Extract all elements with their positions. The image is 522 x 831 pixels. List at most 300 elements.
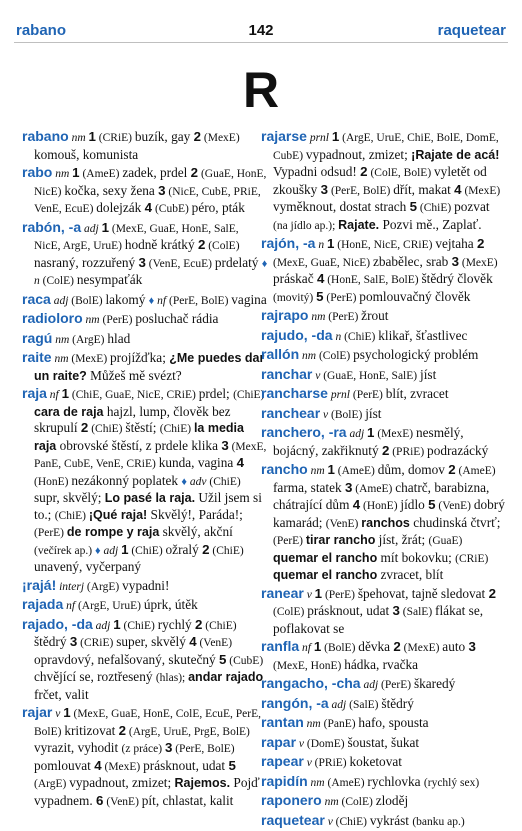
definition-text: dobrý kamarád; — [273, 497, 505, 530]
dictionary-entry — [261, 461, 507, 584]
dictionary-entry — [261, 346, 507, 365]
headword: rapear — [261, 753, 304, 769]
subentry-diamond-icon: ♦ — [148, 294, 155, 307]
sense-number: 2 — [118, 722, 127, 738]
sense-number: 2 — [193, 129, 202, 144]
definition-text: lakomý — [105, 291, 149, 307]
headword: rabón, -a — [22, 218, 82, 235]
headword: rantan — [261, 714, 304, 730]
headword: ragú — [22, 329, 53, 346]
headword: rabano — [22, 128, 69, 144]
grammar-label: nm — [321, 796, 342, 808]
definition-text: psychologický problém — [353, 347, 479, 362]
definition-text: podrazácký — [427, 442, 489, 458]
region-label: (VenE) — [196, 637, 233, 649]
right-guide-word: raquetear — [437, 22, 506, 39]
grammar-label: nm — [303, 718, 324, 730]
sense-number: 2 — [360, 164, 368, 179]
region-label: (PerE) — [322, 588, 358, 601]
grammar-label: nm — [82, 314, 103, 326]
region-label: (PerE) — [34, 527, 67, 539]
definition-text: šoustat, šukat — [347, 734, 420, 750]
region-label: (ChiE) — [88, 423, 126, 435]
sense-number: 2 — [477, 236, 485, 251]
definition-text: Užil jsem si to.; — [34, 490, 262, 522]
definition-text: Skvělý!, Paráda!; — [147, 506, 243, 522]
sense-number: 3 — [392, 603, 400, 618]
grammar-label: n — [315, 239, 327, 251]
region-label: (NicE, CubE, PRiE, VenE, EcuE) — [34, 185, 261, 215]
region-label: (CRiE) — [455, 552, 489, 565]
region-label: (VenE) — [103, 795, 142, 808]
definition-text: prásknout, udat — [307, 603, 393, 618]
grammar-label: nm — [52, 168, 73, 180]
region-label: (PerE, BolE) — [169, 294, 232, 307]
definition-text: štědrý — [34, 634, 70, 649]
region-label: (BolE) — [71, 294, 106, 307]
definition-text: auto — [442, 639, 469, 654]
definition-text: mít bokovku; — [377, 549, 456, 565]
headword: rajada — [22, 596, 64, 612]
sense-number: 1 — [367, 425, 375, 440]
region-label: (GuaE) — [428, 535, 463, 547]
headword: ranear — [261, 584, 304, 601]
region-label: (ChiE) — [344, 330, 379, 343]
sense-number: 3 — [320, 181, 329, 197]
region-label: (PerE) — [352, 389, 386, 401]
definition-text: farma, statek — [273, 479, 345, 495]
grammar-label: v — [296, 737, 307, 750]
grammar-label: adj — [81, 222, 102, 235]
region-label: (PerE) — [273, 535, 306, 547]
sense-number: 3 — [451, 253, 459, 269]
grammar-label: nf — [154, 294, 169, 307]
region-label: (ChiE) — [159, 423, 194, 435]
sense-number: 1 — [113, 616, 121, 632]
region-label: (ColE) — [273, 606, 308, 618]
dictionary-entry — [22, 349, 268, 384]
definition-text: péro, pták — [191, 200, 245, 215]
definition-text: štědrý člověk — [421, 271, 493, 286]
dictionary-entry — [261, 327, 507, 346]
region-label: (ChiE) — [209, 475, 241, 488]
definition-text: Vypadni odsud! — [273, 164, 361, 179]
dictionary-entry — [261, 235, 507, 306]
definition-text: blít, zvracet — [385, 386, 449, 401]
definition-text: žrout — [361, 308, 389, 323]
sense-number: 1 — [331, 129, 340, 144]
dictionary-entry — [22, 596, 268, 615]
definition-text: super, skvělý — [116, 634, 190, 649]
definition-text: vejtaha — [435, 236, 478, 251]
grammar-label: adj — [92, 619, 114, 632]
dictionary-entry — [261, 812, 507, 831]
definition-text: vyletět od zkoušky — [273, 164, 487, 197]
definition-text: supr, skvělý; — [34, 490, 105, 505]
headword: rajar — [22, 704, 53, 720]
definition-text: hodně krátký — [124, 237, 198, 252]
grammar-label: adj — [328, 698, 350, 711]
definition-text: opravdový, nefalšovaný, skutečný — [34, 651, 220, 667]
headword: radioloro — [22, 310, 83, 326]
definition-text: zloděj — [375, 793, 409, 808]
headword: ranchar — [261, 365, 313, 382]
grammar-label: v — [52, 708, 64, 720]
headword: rapar — [261, 733, 297, 750]
region-label: (ChiE) — [202, 619, 237, 632]
region-label: (rychlý sex) — [423, 776, 480, 789]
section-letter: R — [242, 62, 280, 118]
headword: rabo — [22, 164, 53, 180]
region-label: (večírek ap.) — [34, 544, 95, 557]
region-label: (ColE, BolE) — [367, 167, 435, 179]
definition-text: zbabělec, srab — [372, 253, 452, 269]
sense-number: 4 — [454, 181, 462, 197]
definition-text: práskač — [273, 271, 317, 286]
definition-text: posluchač rádia — [135, 311, 219, 326]
grammar-label: v — [312, 369, 324, 382]
region-label: (VenE) — [435, 500, 474, 512]
example-phrase: quemar el rancho — [273, 568, 378, 582]
region-label: (z práce) — [121, 743, 165, 755]
example-phrase: Rajemos. — [174, 776, 231, 790]
definition-text: kunda, vagina — [158, 455, 237, 470]
sense-number: 2 — [195, 616, 203, 632]
definition-text: skvělý, akční — [159, 524, 233, 539]
headword: rajrapo — [261, 307, 309, 323]
region-label: (BolE) — [331, 408, 366, 421]
example-phrase: quemar el rancho — [273, 550, 378, 565]
grammar-label: nf — [46, 389, 62, 401]
dictionary-entry — [261, 128, 507, 234]
sense-number: 2 — [190, 165, 199, 180]
region-label: (MexE, HonE) — [273, 659, 345, 672]
region-label: (ArgE) — [34, 778, 70, 790]
definition-text: chatrč, barabizna, chátrající dům — [273, 479, 490, 512]
region-label: (hlas); — [155, 672, 189, 684]
region-label: (MexE) — [101, 760, 144, 773]
sense-number: 1 — [314, 585, 323, 601]
example-phrase: Lo pasé la raja. — [104, 491, 196, 505]
region-label: (MexE) — [201, 132, 240, 144]
sense-number: 5 — [219, 651, 227, 667]
definition-text: štěstí; — [125, 420, 160, 435]
grammar-label: nf — [299, 642, 314, 654]
region-label: (AmeE) — [334, 465, 378, 477]
headword: rajón, -a — [261, 235, 316, 251]
definition-text: vypadnout, zmizet; — [69, 775, 175, 790]
grammar-label: adj — [100, 544, 122, 557]
column-right — [261, 128, 507, 831]
headword: raja — [22, 385, 47, 401]
sense-number: 2 — [393, 639, 401, 654]
grammar-label: v — [303, 757, 315, 769]
grammar-label: v — [324, 815, 336, 828]
headword: ¡rajá! — [22, 576, 57, 593]
definition-text: prdel; — [198, 386, 234, 401]
definition-text: jíst — [420, 366, 437, 382]
grammar-label: prnl — [306, 132, 332, 144]
example-phrase: ¿Me puedes dar un raite? — [34, 351, 265, 383]
definition-text: špehovat, tajně sledovat — [357, 585, 489, 601]
region-label: (MexE) — [459, 256, 498, 269]
sense-number: 4 — [236, 455, 245, 470]
left-guide-word: rabano — [16, 22, 67, 39]
region-label: (ColE) — [42, 275, 77, 287]
grammar-label: nm — [52, 333, 73, 346]
grammar-label: prnl — [327, 389, 353, 401]
example-phrase: de rompe y raja — [66, 525, 160, 539]
example-phrase: la media raja — [34, 421, 244, 453]
definition-text: chudinská čtvrť; — [409, 514, 501, 530]
definition-text: pozvat — [454, 199, 490, 214]
sense-number: 2 — [80, 420, 89, 435]
dictionary-entry — [261, 405, 507, 424]
definition-text: Pozvi mě., Zaplať. — [379, 216, 482, 232]
definition-text: vagina — [231, 291, 267, 307]
sense-number: 3 — [164, 740, 173, 755]
example-phrase: andar rajado — [188, 670, 264, 684]
region-label: (ArgE, UruE, ChiE, BolE, DomE, CubE) — [273, 132, 499, 162]
headword: raite — [22, 349, 52, 365]
dictionary-entry — [22, 385, 268, 576]
dictionary-entry — [22, 219, 268, 290]
region-label: (BolE) — [321, 642, 359, 654]
headword: ranchero, -ra — [261, 424, 347, 440]
dictionary-entry — [22, 616, 268, 704]
page-number: 142 — [248, 22, 274, 39]
grammar-label: nm — [299, 350, 319, 362]
region-label: (ChiE) — [54, 509, 89, 522]
dictionary-entry — [22, 577, 268, 596]
dictionary-entry — [22, 128, 268, 163]
region-label: (SalE) — [349, 698, 382, 711]
headword: rallón — [261, 346, 300, 362]
dictionary-entry — [22, 704, 268, 810]
region-label: (ChiE) — [335, 815, 370, 828]
definition-text: projížďka; — [110, 350, 170, 365]
dictionary-entry — [261, 585, 507, 638]
sense-number: 3 — [69, 634, 78, 649]
example-phrase: ranchos — [361, 515, 410, 530]
dictionary-entry — [261, 307, 507, 326]
headword: raponero — [261, 792, 322, 808]
region-label: (ColE) — [205, 240, 240, 252]
definition-text: flákat se, poflakovat se — [273, 603, 484, 636]
region-label: (PerE, BolE) — [328, 184, 394, 197]
grammar-label: adj — [360, 679, 382, 691]
headword: rajarse — [261, 128, 307, 144]
region-label: (ChiE) — [128, 544, 166, 557]
region-label: (CubE) — [226, 654, 264, 667]
dictionary-entry — [261, 753, 507, 772]
column-left — [22, 128, 268, 811]
region-label: (PRiE) — [314, 757, 350, 769]
sense-number: 3 — [345, 479, 353, 495]
grammar-label: adv — [187, 475, 210, 488]
definition-text: koketovat — [349, 754, 402, 769]
sense-number: 5 — [316, 288, 324, 304]
headword: raquetear — [261, 811, 325, 828]
sense-number: 1 — [326, 236, 335, 251]
region-label: (ChiE, GuaE, NicE, CRiE) — [69, 389, 199, 401]
region-label: (PerE) — [381, 679, 414, 691]
definition-text: vypadni! — [122, 577, 170, 593]
region-label: (PerE) — [323, 291, 360, 304]
sense-number: 3 — [138, 254, 146, 270]
definition-text: jíst — [365, 405, 382, 421]
region-label: (MexE, PanE, CubE, VenE, CRiE) — [34, 440, 267, 470]
region-label: (CRiE) — [77, 637, 117, 649]
subentry-diamond-icon: ♦ — [181, 475, 188, 488]
subentry-diamond-icon: ♦ — [261, 257, 268, 270]
example-phrase: ¡Rajate de acá! — [411, 147, 500, 162]
definition-text: rychlý — [157, 616, 196, 632]
headword: raca — [22, 290, 51, 307]
definition-text: rychlovka — [367, 773, 424, 789]
sense-number: 2 — [448, 462, 456, 477]
definition-text: hajzl, lump, člověk bez skrupulí — [34, 403, 231, 435]
dictionary-entry — [261, 424, 507, 460]
region-label: (ChiE) — [417, 202, 455, 214]
sense-number: 5 — [228, 757, 236, 773]
sense-number: 1 — [313, 639, 322, 654]
region-label: (VenE, EcuE) — [145, 257, 215, 270]
example-phrase: Rajate. — [338, 217, 380, 232]
region-label: (CRiE) — [95, 132, 135, 144]
region-label: (HonE) — [360, 500, 401, 512]
definition-text: vykrást — [369, 812, 413, 828]
grammar-label: nm — [51, 353, 72, 365]
definition-text: hádka, rvačka — [344, 656, 419, 672]
definition-text: zvracet, blít — [377, 567, 444, 582]
dictionary-entry — [22, 310, 268, 329]
region-label: (ArgE, UruE) — [77, 600, 144, 612]
region-label: (PerE) — [102, 314, 136, 326]
sense-number: 2 — [197, 237, 206, 252]
region-label: (DomE) — [306, 737, 348, 750]
region-label: (MexE, GuaE, HonE, ColE, EcuE, PerE, BolE) — [34, 708, 261, 738]
sense-number: 1 — [121, 541, 129, 557]
sense-number: 2 — [381, 442, 390, 458]
sense-number: 1 — [63, 705, 71, 720]
region-label: (PerE) — [328, 311, 362, 323]
definition-text: kočka, sexy žena — [64, 182, 159, 198]
region-label: (ColE) — [318, 350, 354, 362]
grammar-label: adj — [346, 428, 368, 440]
example-phrase: tirar rancho — [305, 533, 376, 547]
sense-number: 3 — [221, 437, 229, 453]
region-label: (AmeE) — [352, 482, 396, 495]
region-label: (ArgE) — [72, 333, 108, 346]
headword: rajado, -da — [22, 615, 93, 632]
region-label: (PerE, BolE) — [172, 743, 235, 755]
definition-text: hafo, spousta — [358, 715, 429, 730]
grammar-label: nf — [63, 600, 78, 612]
definition-text: dům, domov — [377, 462, 449, 477]
definition-text: škaredý — [413, 676, 456, 691]
grammar-label: nm — [307, 776, 328, 789]
sense-number: 4 — [144, 200, 153, 215]
sense-number: 4 — [352, 497, 361, 512]
sense-number: 1 — [88, 129, 96, 144]
dictionary-entry — [261, 773, 507, 792]
region-label: (MexE) — [374, 428, 416, 440]
definition-text: pomlouvat — [34, 757, 95, 773]
sense-number: 5 — [428, 497, 436, 512]
grammar-label: v — [320, 408, 332, 421]
dictionary-entry — [22, 291, 268, 310]
headword: rajudo, -da — [261, 326, 333, 343]
definition-text: prásknout, udat — [143, 757, 229, 773]
dictionary-entry — [261, 638, 507, 674]
definition-text: nesympaťák — [76, 272, 143, 287]
example-phrase: ¡Qué raja! — [88, 507, 148, 522]
region-label: (movitý) — [273, 291, 317, 304]
definition-text: jíst, žrát; — [375, 532, 429, 547]
definition-text: vyrazit, vyhodit — [34, 740, 122, 755]
sense-number: 1 — [61, 386, 70, 401]
definition-text: štědrý — [381, 695, 414, 711]
definition-text: klikař, šťastlivec — [378, 327, 468, 343]
dictionary-entry — [261, 714, 507, 733]
sense-number: 6 — [96, 792, 104, 808]
sense-number: 3 — [158, 182, 166, 198]
sense-number: 4 — [94, 757, 102, 773]
headword: ranfla — [261, 638, 300, 654]
sense-number: 3 — [468, 639, 476, 654]
definition-text: Pojď vypadnem. — [34, 775, 260, 808]
region-label: (ArgE, UruE, PrgE, BolE) — [126, 725, 250, 738]
definition-text: nezákonný poplatek — [71, 472, 182, 488]
definition-text: obrovské štěstí, z prdele klika — [56, 437, 222, 453]
sense-number: 4 — [189, 634, 197, 649]
region-label: (HonE, NicE, CRiE) — [334, 239, 436, 251]
sense-number: 2 — [202, 541, 210, 557]
grammar-label: n — [332, 330, 345, 343]
definition-text: nesmělý, bojácný, zakřiknutý — [273, 425, 464, 458]
sense-number: 2 — [488, 585, 496, 601]
definition-text: buzík, gay — [134, 129, 194, 144]
dictionary-entry — [22, 330, 268, 349]
grammar-label: nm — [307, 465, 328, 477]
example-phrase: cara de raja — [34, 404, 104, 419]
definition-text: komouš, komunista — [34, 146, 139, 162]
region-label: (MexE) — [400, 642, 443, 654]
subentry-diamond-icon: ♦ — [94, 544, 101, 557]
headword: rangacho, -cha — [261, 675, 361, 691]
region-label: (MexE, GuaE, NicE) — [273, 256, 373, 269]
grammar-label: adj — [50, 294, 72, 307]
definition-text: Můžeš mě svézt? — [86, 367, 182, 383]
headword: rangón, -a — [261, 694, 329, 711]
sense-number: 1 — [101, 219, 109, 235]
definition-text: prdelatý — [214, 254, 262, 270]
definition-text: kritizovat — [64, 722, 119, 738]
region-label: (SalE) — [399, 606, 436, 618]
region-label: (ColE) — [341, 796, 376, 808]
definition-text: hlad — [107, 330, 131, 346]
region-label: (ChiE) — [120, 619, 158, 632]
region-label: (na jídlo ap.); — [273, 219, 339, 232]
headword: ranchear — [261, 404, 321, 421]
definition-text: úprk, útěk — [143, 597, 198, 612]
definition-text: dřít, makat — [393, 181, 455, 197]
definition-text: ožralý — [165, 541, 203, 557]
region-label: (HonE, SalE, BolE) — [324, 274, 422, 286]
dictionary-entry — [261, 675, 507, 694]
region-label: (AmeE) — [455, 465, 496, 477]
